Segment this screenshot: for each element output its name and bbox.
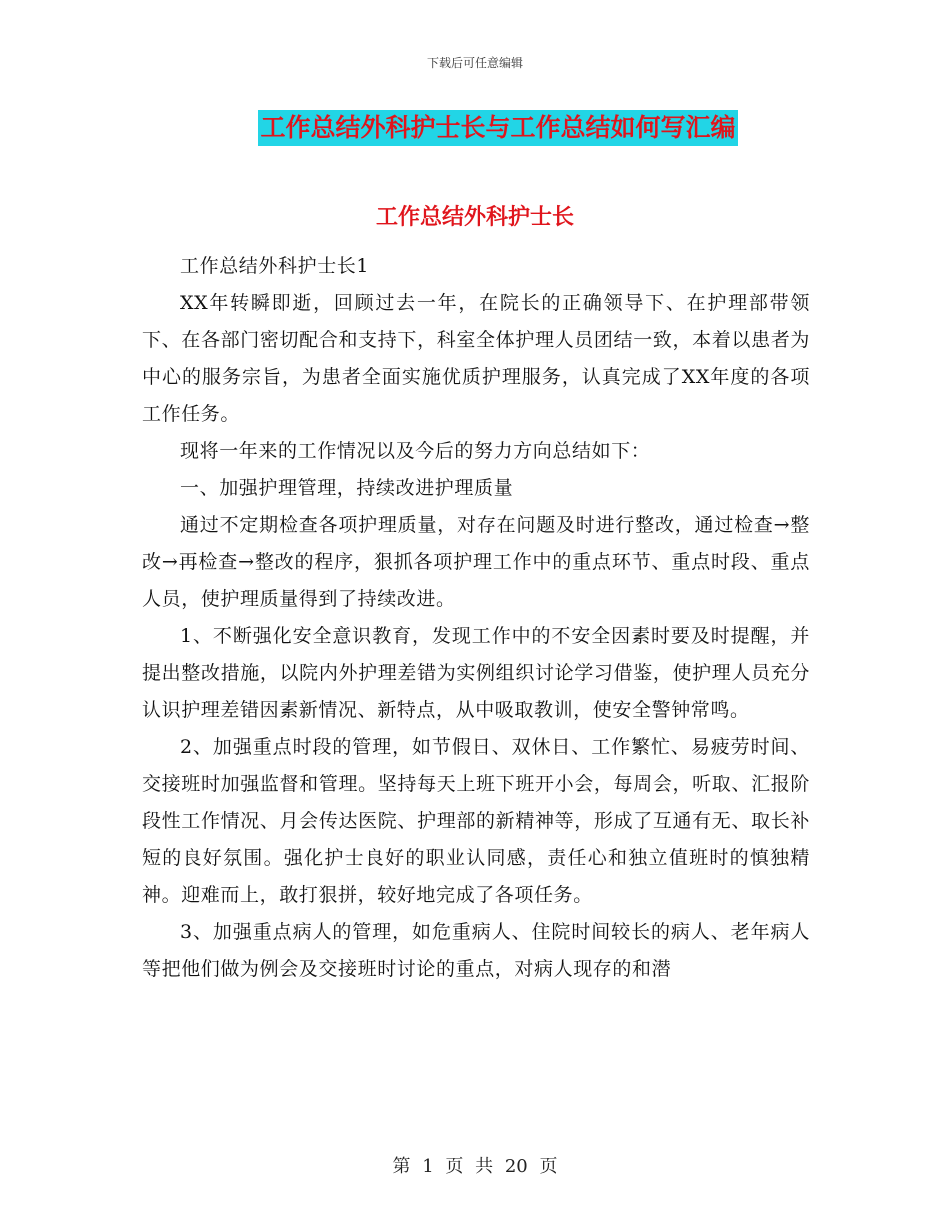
paragraph: 通过不定期检查各项护理质量，对存在问题及时进行整改，通过检查→整改→再检查→整改的程序，狠抓各项护理工作中的重点环节、重点时段、重点人员，使护理质量得到了持续改进。 bbox=[142, 514, 810, 610]
document-body bbox=[142, 248, 810, 988]
paragraph: 现将一年来的工作情况以及今后的努力方向总结如下： bbox=[180, 440, 651, 462]
section-title: 工作总结外科护士长 bbox=[375, 205, 574, 230]
paragraph: 1、不断强化安全意识教育，发现工作中的不安全因素时要及时提醒，并提出整改措施，以院内外护理差错为实例组织讨论学习借鉴，使护理人员充分认识护理差错因素新情况、新特点，从中吸取教训，使安全警钟常鸣。 bbox=[142, 625, 810, 721]
paragraph: 工作总结外科护士长1 bbox=[180, 255, 370, 277]
page-footer: 第 1 页 共 20 页 bbox=[392, 1156, 558, 1177]
paragraph: XX年转瞬即逝，回顾过去一年，在院长的正确领导下、在护理部带领下、在各部门密切配合和支持下，科室全体护理人员团结一致，本着以患者为中心的服务宗旨，为患者全面实施优质护理服务，认真完成了XX年度的各项工作任务。 bbox=[142, 292, 810, 425]
main-title-wrap bbox=[0, 110, 950, 146]
paragraph: 2、加强重点时段的管理，如节假日、双休日、工作繁忙、易疲劳时间、交接班时加强监督和管理。坚持每天上班下班开小会，每周会，听取、汇报阶段性工作情况、月会传达医院、护理部的新精神等，形成了互通有无、取长补短的良好氛围。强化护士良好的职业认同感，责任心和独立值班时的慎独精神。迎难而上，敢打狠拼，较好地完成了各项任务。 bbox=[142, 736, 810, 906]
paragraph: 3、加强重点病人的管理，如危重病人、住院时间较长的病人、老年病人等把他们做为例会及交接班时讨论的重点，对病人现存的和潜 bbox=[142, 921, 810, 980]
main-title: 工作总结外科护士长与工作总结如何写汇编 bbox=[258, 110, 737, 146]
paragraph: 一、加强护理管理，持续改进护理质量 bbox=[180, 477, 514, 499]
header-note: 下载后可任意编辑 bbox=[426, 56, 523, 70]
